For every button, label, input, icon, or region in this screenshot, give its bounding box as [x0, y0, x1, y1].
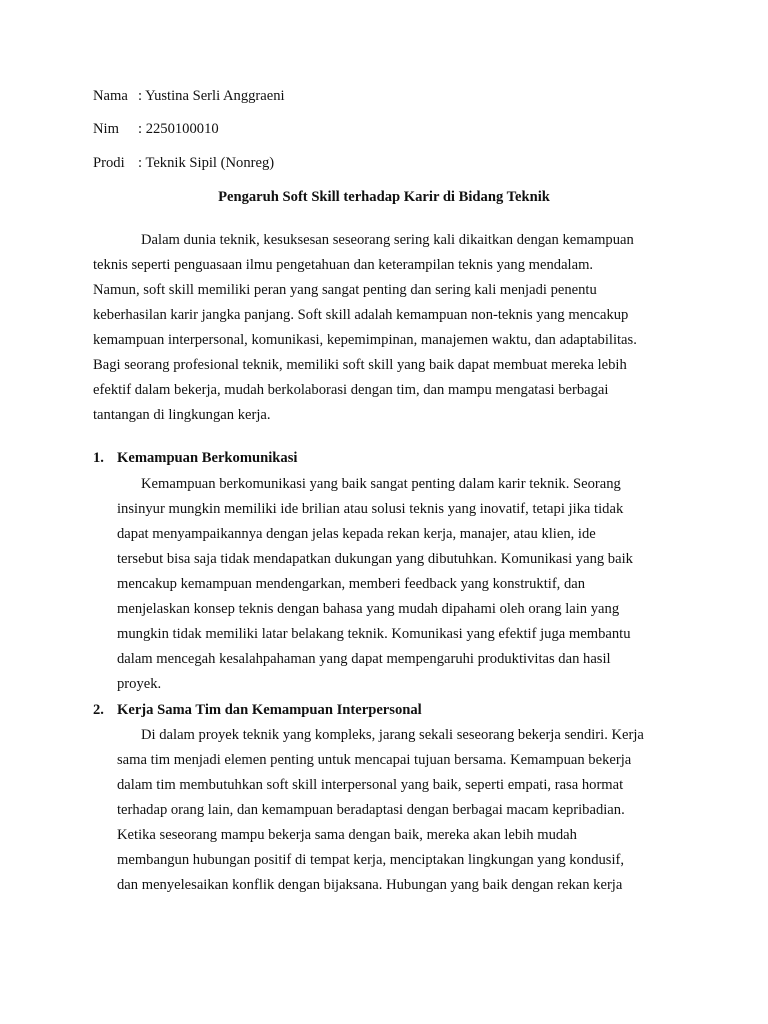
intro-line: Bagi seorang profesional teknik, memiliki soft skill yang baik dapat membuat mereka lebih — [93, 357, 627, 373]
section-line: membangun hubungan positif di tempat kerja, menciptakan lingkungan yang kondusif, — [117, 852, 625, 868]
section-heading — [93, 448, 297, 468]
section-line: terhadap orang lain, dan kemampuan beradaptasi dengan berbagai macam kepribadian. — [117, 802, 625, 818]
section-line: dalam tim membutuhkan soft skill interpersonal yang baik, seperti empati, rasa hormat — [117, 777, 624, 793]
section-line: dalam mencegah kesalahpahaman yang dapat mempengaruhi produktivitas dan hasil — [117, 651, 611, 667]
document-title: Pengaruh Soft Skill terhadap Karir di Bidang Teknik — [218, 189, 550, 205]
section-line: Di dalam proyek teknik yang kompleks, jarang sekali seseorang bekerja sendiri. Kerja — [141, 727, 644, 743]
section-title: Kerja Sama Tim dan Kemampuan Interpersonal — [117, 702, 422, 718]
section-line: tersebut bisa saja tidak mendapatkan dukungan yang dibutuhkan. Komunikasi yang baik — [117, 551, 633, 567]
section-line: Ketika seseorang mampu bekerja sama dengan baik, mereka akan lebih mudah — [117, 827, 577, 843]
nim-row — [93, 119, 219, 139]
section-title: Kemampuan Berkomunikasi — [117, 450, 298, 466]
section-line: mencakup kemampuan mendengarkan, memberi feedback yang konstruktif, dan — [117, 576, 586, 592]
intro-line: keberhasilan karir jangka panjang. Soft skill adalah kemampuan non-teknis yang mencakup — [93, 307, 629, 323]
intro-line: Namun, soft skill memiliki peran yang sangat penting dan sering kali menjadi penentu — [93, 282, 597, 298]
prodi-row — [93, 153, 274, 173]
prodi-label: Prodi — [93, 155, 125, 171]
section-number: 2. — [93, 702, 104, 718]
intro-line: efektif dalam bekerja, mudah berkolaborasi dengan tim, dan mampu mengatasi berbagai — [93, 382, 609, 398]
nama-row — [93, 86, 285, 106]
intro-line: Dalam dunia teknik, kesuksesan seseorang sering kali dikaitkan dengan kemampuan — [141, 232, 634, 248]
section-number: 1. — [93, 450, 104, 466]
nama-value: : Yustina Serli Anggraeni — [138, 88, 285, 104]
section-line: mungkin tidak memiliki latar belakang teknik. Komunikasi yang efektif juga membantu — [117, 626, 631, 642]
prodi-value: : Teknik Sipil (Nonreg) — [138, 155, 275, 171]
intro-line: tantangan di lingkungan kerja. — [93, 407, 271, 423]
section-line: menjelaskan konsep teknis dengan bahasa yang mudah dipahami oleh orang lain yang — [117, 601, 620, 617]
section-line: Kemampuan berkomunikasi yang baik sangat penting dalam karir teknik. Seorang — [141, 476, 621, 492]
nim-value: : 2250100010 — [138, 121, 219, 137]
intro-line: teknis seperti penguasaan ilmu pengetahuan dan keterampilan teknis yang mendalam. — [93, 257, 594, 273]
section-line: insinyur mungkin memiliki ide brilian atau solusi teknis yang inovatif, tetapi jika tidak — [117, 501, 624, 517]
section-line: proyek. — [117, 676, 162, 692]
nama-label: Nama — [93, 88, 128, 104]
intro-line: kemampuan interpersonal, komunikasi, kepemimpinan, manajemen waktu, dan adaptabilitas. — [93, 332, 637, 348]
nim-label: Nim — [93, 121, 119, 137]
section-line: dan menyelesaikan konflik dengan bijaksana. Hubungan yang baik dengan rekan kerja — [117, 877, 623, 893]
section-heading — [93, 700, 422, 720]
section-line: sama tim menjadi elemen penting untuk mencapai tujuan bersama. Kemampuan bekerja — [117, 752, 632, 768]
section-line: dapat menyampaikannya dengan jelas kepada rekan kerja, manajer, atau klien, ide — [117, 526, 596, 542]
